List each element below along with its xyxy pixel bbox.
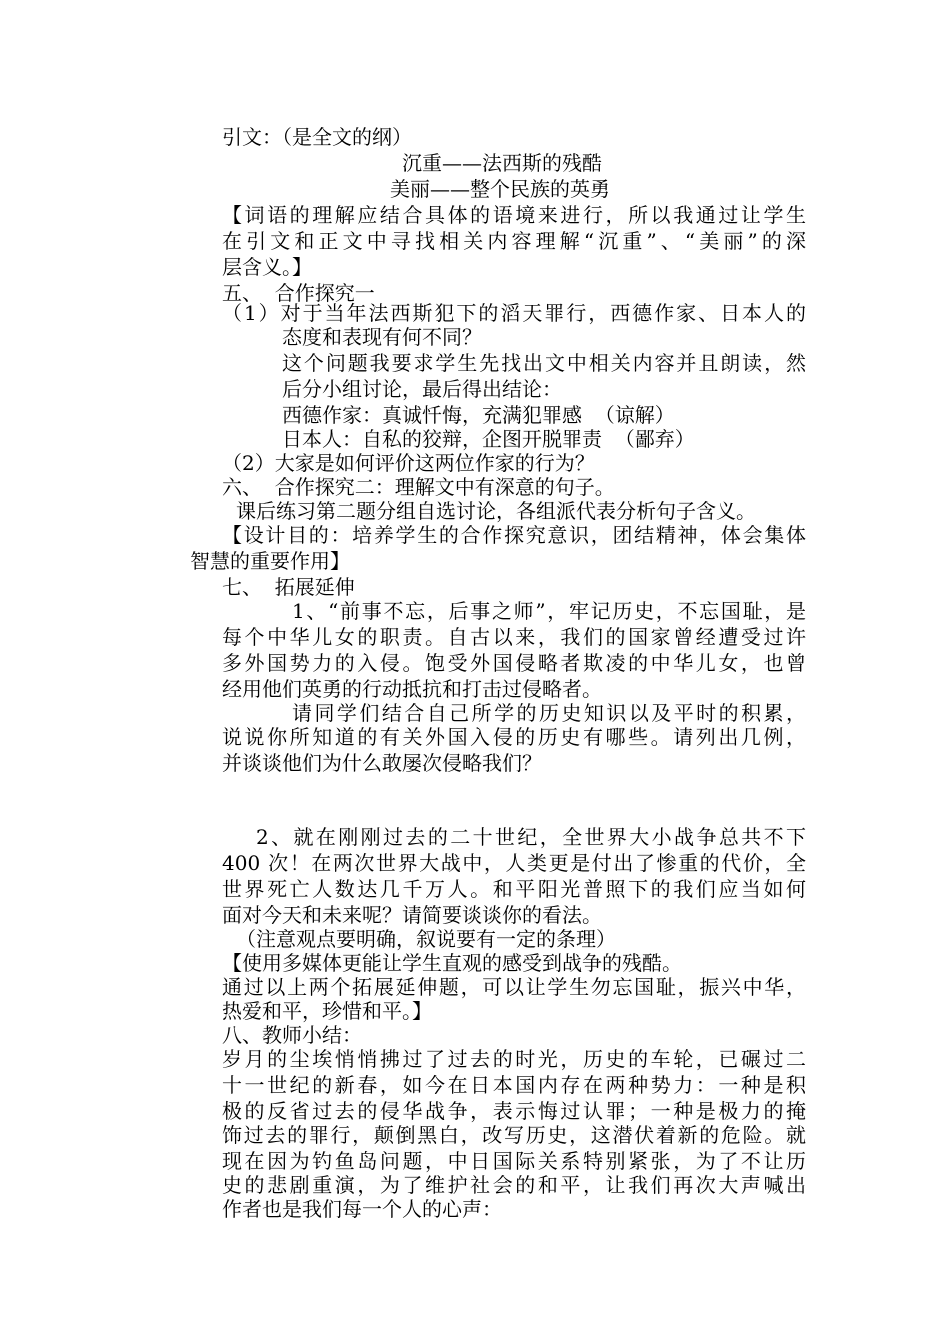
section7-p2-line: 说说你所知道的有关外国入侵的历史有哪些。请列出几例，	[222, 725, 806, 749]
section7-media-line: 【使用多媒体更能让学生直观的感受到战争的残酷。	[222, 951, 682, 975]
section6-purpose: 【设计目的：培养学生的合作探究意识，团结精神，体会集体	[222, 523, 806, 547]
section8-heading: 八、教师小结：	[222, 1023, 362, 1047]
section6-body: 课后练习第二题分组自选讨论，各组派代表分析句子含义。	[236, 499, 756, 523]
section5-q1-body: 这个问题我要求学生先找出文中相关内容并且朗读，然	[282, 351, 806, 375]
section7-p1-line: 1、“前事不忘，后事之师”，牢记历史，不忘国耻，是	[292, 599, 806, 623]
intro-line-heavy: 沉重——法西斯的残酷	[402, 151, 602, 175]
section7-media-line: 通过以上两个拓展延伸题，可以让学生勿忘国耻，振兴中华，	[222, 975, 806, 999]
section7-p3-line: 400 次！在两次世界大战中，人类更是付出了惨重的代价，全	[222, 851, 806, 875]
section7-media-line: 热爱和平，珍惜和平。】	[222, 999, 432, 1023]
section8-body-line: 史的悲剧重演，为了维护社会的和平，让我们再次大声喊出	[222, 1173, 806, 1197]
section5-q1-line: （1）对于当年法西斯犯下的滔天罪行，西德作家、日本人的	[222, 301, 806, 325]
section7-note: （注意观点要明确，叙说要有一定的条理）	[236, 927, 616, 951]
section5-west-german: 西德作家：真诚忏悔，充满犯罪感 （谅解）	[282, 403, 675, 427]
note1-line: 层含义。】	[222, 255, 312, 279]
section6-purpose: 智慧的重要作用】	[190, 549, 350, 573]
section8-body-line: 极的反省过去的侵华战争，表示悔过认罪；一种是极力的掩	[222, 1099, 806, 1123]
section7-p2-line: 并谈谈他们为什么敢屡次侵略我们？	[222, 751, 542, 775]
section7-p1-line: 每个中华儿女的职责。自古以来，我们的国家曾经遭受过许	[222, 625, 806, 649]
section7-p3-line: 面对今天和未来呢？请简要谈谈你的看法。	[222, 903, 602, 927]
intro-label: 引文：（是全文的纲）	[222, 125, 412, 149]
section7-p3-line: 世界死亡人数达几千万人。和平阳光普照下的我们应当如何	[222, 877, 806, 901]
note1-line: 在引文和正文中寻找相关内容理解“沉重”、“美丽”的深	[222, 229, 806, 253]
section7-p1-line: 经用他们英勇的行动抵抗和打击过侵略者。	[222, 677, 602, 701]
section5-q2: （2）大家是如何评价这两位作家的行为？	[222, 451, 595, 475]
section8-body-line: 岁月的尘埃悄悄拂过了过去的时光，历史的车轮，已碾过二	[222, 1047, 806, 1071]
section7-heading: 七、 拓展延伸	[222, 575, 355, 599]
section8-body-line: 现在因为钓鱼岛问题，中日国际关系特别紧张，为了不让历	[222, 1149, 806, 1173]
section8-body-line: 作者也是我们每一个人的心声：	[222, 1197, 502, 1221]
section5-q1-body: 后分小组讨论，最后得出结论：	[282, 377, 562, 401]
section8-body-line: 十一世纪的新春，如今在日本国内存在两种势力：一种是积	[222, 1073, 806, 1097]
section7-p3-line: 2、就在刚刚过去的二十世纪，全世界大小战争总共不下	[256, 825, 806, 849]
section5-heading: 五、 合作探究一	[222, 281, 375, 305]
section7-p1-line: 多外国势力的入侵。饱受外国侵略者欺凌的中华儿女，也曾	[222, 651, 806, 675]
section8-body-line: 饰过去的罪行，颠倒黑白，改写历史，这潜伏着新的危险。就	[222, 1123, 806, 1147]
section7-p2-line: 请同学们结合自己所学的历史知识以及平时的积累，	[292, 701, 806, 725]
section5-q1-line: 态度和表现有何不同？	[282, 325, 482, 349]
intro-line-beautiful: 美丽——整个民族的英勇	[390, 177, 610, 201]
section6-heading: 六、 合作探究二：理解文中有深意的句子。	[222, 475, 615, 499]
note1-line: 【词语的理解应结合具体的语境来进行，所以我通过让学生	[222, 203, 806, 227]
section5-japanese: 日本人：自私的狡辩，企图开脱罪责 （鄙弃）	[282, 427, 695, 451]
